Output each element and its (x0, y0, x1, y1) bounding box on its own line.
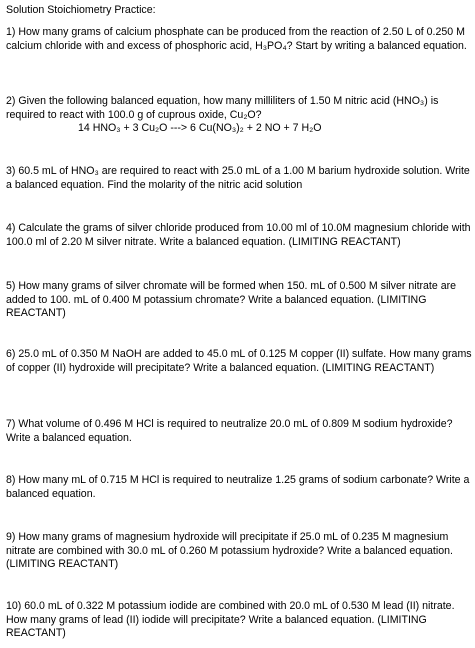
question-7 (6, 418, 472, 445)
question-text: 10) 60.0 mL of 0.322 M potassium iodide are combined with 20.0 mL of 0.530 M lead (II) nitrate. How many grams of lead (II) iodide will precipitate? Write a balanced equation. (LIMITING REACTANT) (6, 600, 455, 640)
question-text: 3) 60.5 mL of HNO₃ are required to react with 25.0 mL of a 1.00 M barium hydroxide solution. Write a balanced equation. Find the molarity of the nitric acid solution (6, 165, 470, 191)
question-text: 8) How many mL of 0.715 M HCl is required to neutralize 1.25 grams of sodium carbonate? Write a balanced equation. (6, 474, 470, 500)
worksheet-title: Solution Stoichiometry Practice: (6, 4, 156, 16)
question-6 (6, 348, 472, 375)
question-10 (6, 600, 472, 641)
balanced-equation: 14 HNO₃ + 3 Cu₂O ---> 6 Cu(NO₃)₂ + 2 NO + 7 H₂O (78, 122, 322, 135)
question-4 (6, 222, 472, 249)
question-text: 7) What volume of 0.496 M HCl is required to neutralize 20.0 mL of 0.809 M sodium hydroxide? Write a balanced equation. (6, 418, 453, 444)
question-text: 9) How many grams of magnesium hydroxide will precipitate if 25.0 mL of 0.235 M magnesium nitrate are combined with 30.0 mL of 0.260 M potassium hydroxide? Write a balanced equation. (LIMITING REACTANT) (6, 531, 453, 571)
question-5 (6, 280, 472, 321)
question-text: 5) How many grams of silver chromate will be formed when 150. mL of 0.500 M silver nitrate are added to 100. mL of 0.400 M potassium chromate? Write a balanced equation. (LIMITING REACTANT) (6, 280, 457, 320)
question-8 (6, 474, 472, 501)
question-text: 2) Given the following balanced equation, how many milliliters of 1.50 M nitric acid (HNO₃) is required to react with 100.0 g of cuprous oxide, Cu₂O? (6, 95, 439, 121)
question-9 (6, 531, 472, 572)
question-2 (6, 95, 472, 136)
question-text: 6) 25.0 mL of 0.350 M NaOH are added to 45.0 mL of 0.125 M copper (II) sulfate. How many grams of copper (II) hydroxide will precipitate? Write a balanced equation. (LIMITING REACTANT) (6, 348, 472, 374)
question-text: 4) Calculate the grams of silver chloride produced from 10.00 ml of 10.0M magnesium chloride with 100.0 ml of 2.20 M silver nitrate. Write a balanced equation. (LIMITING REACTANT) (6, 222, 471, 248)
question-text: 1) How many grams of calcium phosphate can be produced from the reaction of 2.50 L of 0.250 M calcium chloride with and excess of phosphoric acid, H₃PO₄? Start by writing a balanced equation. (6, 26, 467, 52)
question-1 (6, 26, 472, 53)
question-3 (6, 165, 472, 192)
